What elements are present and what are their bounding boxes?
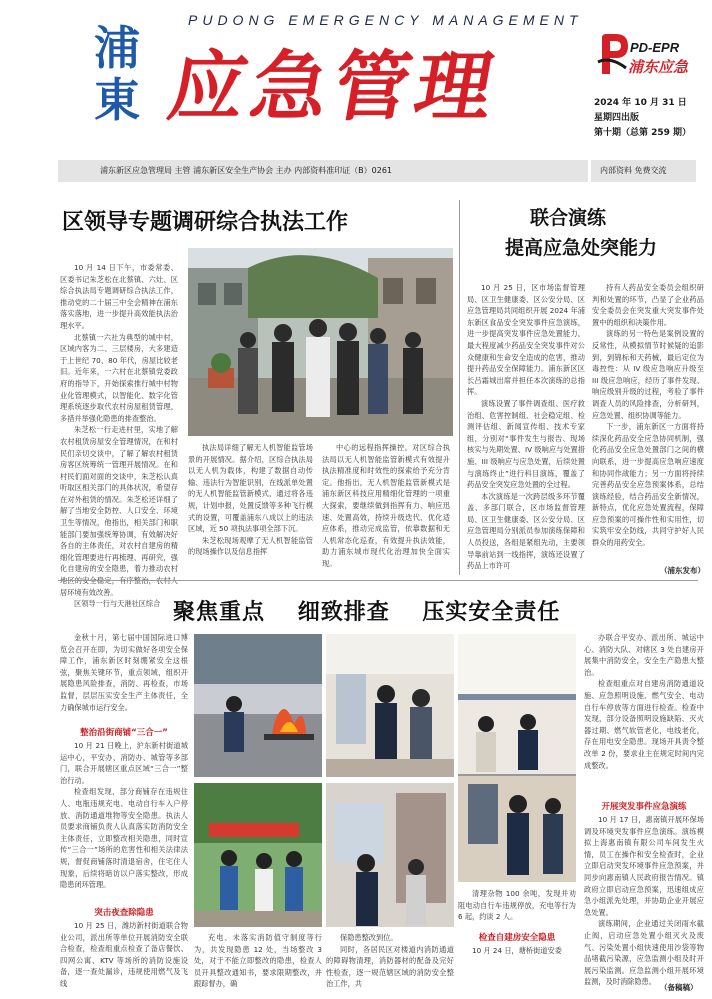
- paragraph: 持有人药品安全委员会组织研判和处置的环节，凸显了企业药品安全委员会在突发重大突发事件处置中的组织和决策作用。: [592, 283, 704, 327]
- safety-col1-b: [60, 740, 188, 910]
- safety-col4-a: [584, 632, 704, 800]
- inspection-photo-2: [194, 783, 322, 927]
- paragraph: 本次演练是一次跨层级多环节覆盖、多部门联合，区市场监督管理局、区卫生健康委、区公安分局、区应急管理局分别派员参加演练保障和人员投送，各组是紧组先动，主要领导靠前站到一线指挥，演练还设置了药品上市许可: [467, 491, 585, 571]
- safety-col1-c: [60, 920, 188, 992]
- paragraph: 检查组重点对自建房消防通道设施、应急照明设施、燃气安全、电动自行车停放等方面进行检查。检查中发现，部分设备照明设施缺陷、灭火器过期、燃气软管老化，电线老化，存在用电安全隐患。现场开具责令整改单 2 份，要求业主在规定时间内完成整改。: [584, 679, 704, 770]
- paragraph: 10 月 14 日下午，市委常委、区委书记朱芝松在北蔡镇、六灶、区综合执法局专题调研综合执法工作，推动党的二十届三中全会精神在浦东落实落地，进一步提升高效能执法治理水平。: [60, 263, 178, 330]
- safety-col4-b: [584, 814, 704, 987]
- subheading-emergency: 开展突发事件应急演练: [601, 802, 687, 812]
- drill-headline-line1: 联合演练: [530, 207, 607, 229]
- issue-weekday: 星期四出版: [594, 113, 640, 123]
- distribution-info: 内部资料 免费交流: [600, 166, 667, 175]
- pudong-char-1: 浦: [94, 21, 140, 75]
- main-article-col2: [188, 442, 313, 574]
- paragraph: 执法局详细了解无人机智能监管场景的开展情况。据介绍，区综合执法局以无人机为载体，构建了数据自动传输、违法行为智能识别，在线派单处置的无人机智能监管新模式，通过将各违规，计划申报，处置反馈等多种飞行模式的设置，可覆盖浦东八成以上的违法区域，近 50 项执法事项全部下沉。: [188, 443, 313, 534]
- masthead-pinyin: PUDONG EMERGENCY MANAGEMENT: [188, 12, 583, 28]
- issue-date: 2024 年 10 月 31 日: [594, 98, 687, 108]
- paragraph: 区领导一行与天港社区综合: [74, 599, 161, 609]
- paragraph: 10 月 25 日，区市场监督管理局、区卫生健康委、区公安分局、区应急管理局共同组织开展 2024 年浦东新区食品安全突发事件应急演练，进一步提高突发事件应急处置能力，最大程度减少药品安全突发事件对公众健康和生命安全造成的危害，推动提升药品安全保障能力。浦东新区区长吕霜城出席并担任本次演练的总指挥。: [467, 283, 585, 397]
- safety-col3b: [458, 888, 576, 932]
- safety-headline-part2: 细致排查: [297, 600, 390, 625]
- safety-headline-part3: 压实安全责任: [422, 600, 561, 625]
- safety-headline-part1: 聚焦重点: [173, 600, 266, 625]
- paragraph: 10 月 25 日，潍坊新村街道联合物业公司，派出所等单位开展消防安全联合检查，检查组重点检查了备店餐饮、四网公寓、KTV 等场所的消防设施设备，逐一查处漏诊，违规使用燃气及飞线: [60, 921, 188, 988]
- paragraph: 保隐患整改到位。: [340, 933, 398, 942]
- info-bar-separator: [588, 160, 591, 182]
- inspection-photo-4: [458, 634, 576, 882]
- paragraph: 同时，各居民区对楼道内消防通道的障碍物清理，消防器材的配备及完好性检查，逐一规范辖区域的消防安全整治工作，共: [326, 944, 454, 989]
- paragraph: 下一步，浦东新区一方面将持续深化药品安全应急协同机制，强化药品安全应急处置部门之间的横向联系，进一步提高应急响应速度和协同作战能力；另一方面将持续完善药品安全应急预案体系，总结演练经验，结合药品安全新情况，新特点，优化应急处置流程，保障应急预案的可操作性和实用性，切实筑牢安全防线，共同守护好人民群众的用药安全。: [592, 422, 704, 548]
- paragraph: 检查组发现，部分商铺存在违规住人、电瓶违规充电、电动自行车入户停放、消防通道堆物等安全隐患。执法人员要求商铺负责人认真落实防消防安全主体责任，立即整改相关隐患，同时宣传“三合一”场所的危害性和相关法律法规，督促商铺落时清退宿舍，住宅住人现象，后续将暗访以户落实整改，形成隐患闭环管理。: [60, 787, 188, 890]
- safety-source: （备稿稿）: [660, 983, 698, 992]
- pudong-char-2: 東: [94, 73, 140, 127]
- drill-source: （浦东发布）: [660, 566, 705, 575]
- section-divider: [58, 580, 698, 581]
- paragraph: 10 月 17 日，惠南镇开展环保场调及环境突发事件应急演练。演练模拟上海惠南镇有限公司车间发生火情，员工在操作和安全检查时，企业立即启动突发环境事件应急预案，并同步向惠南镇人民政府报告情况。镇政府立即启动应急预案，迅速组成应急小组派先处理，并协助企业开展应急处置。: [584, 815, 704, 917]
- masthead-title: 应急管理: [162, 42, 506, 131]
- logo-cn: 浦东应急: [628, 58, 689, 76]
- paragraph: 演练期间，企业通过关闭雨水截止阀，启动应急处置小组灭火及废气、污染处置小组快速使用沙袋等物品堵截污染源，应急监测小组及时开展污染监测。应急监测小组开展环境监测，及时消除隐患。: [584, 919, 704, 987]
- info-bar: [58, 160, 696, 182]
- paragraph: 金秋十月，第七届中国国际进口博览会召开在即，为切实做好各项安全保障工作，浦东新区时刻绷紧安全这根弦，聚焦关键环节，重点领域，组织开展隐患风险排查，消防、再检查，市场监督，层层压实安全生产主体责任，全力确保城市运行安全。: [60, 633, 188, 712]
- masthead-pudong: [92, 22, 142, 126]
- paragraph: 朱芝松一行走进村里，实地了解农村租赁房屋安全管理情况，在和村民们亲切交谈中，了解了解农村租赁房客区统筹统一管理开展情况。在和村民们面对面的交谈中，朱芝松认真听取区相关部门的具体状况，希望存在对外租赁的情况。朱芝松还详细了解了当地安全防控、人口安全、环境卫生等情况，他指出，相关部门和职能部门要加强统筹协调，有效解决好各自的主体责任，对农村自建房的精细化管理要进行再梳理、再研究，强化自建房的安全隐患，着力推动农村 居环境有效改善。: [60, 425, 178, 597]
- paragraph: 10 月 24 日，塘桥街道安委: [472, 946, 562, 955]
- paragraph: 中心的远程指挥操控。对区综合执法局以无人机智能监管新模式有效提升执法精准度和时效性的探索给予充分肯定。他指出，无人机智能监管新模式是浦东新区科技应用精细化管理的一项重大探索，要继续做到指挥有力、响应迅速、处置高效，持续升级迭代、优化适应体系，推动完成监管，依靠数据和无人机常态化巡查，有效提升执法效能，助力浦东城市现代化治理加快全面实现。: [322, 443, 450, 568]
- inspection-photo-3: [326, 783, 454, 927]
- main-article-col3: [322, 442, 450, 574]
- subheading-night: 突击夜查除隐患: [94, 908, 154, 918]
- paragraph: 充电、未落实消防值守制度等行为，共发现隐患 12 处，当场整改 3 处，对于不能立即整改的隐患，检查人员开具整改通知书，要求限期整改，并跟踪督办，确: [194, 933, 322, 989]
- paragraph: 朱芝松现场观摩了无人机智能监管的现场操作以及信息指挥: [188, 535, 313, 557]
- drill-article-col1: [467, 282, 585, 574]
- issue-info: [594, 96, 691, 141]
- paragraph: 演练的另一特色是案例设置的反常性，从模拟情节时候疑的追影到，到锦标和天药械，最后定位为毒控性：从 IV 级应急响应升级至 III 级应急响应，经历了事件发现、响应级别升级的过程，考验了事件调查人员的风险排查，分析研判，应急处置、组织协调等能力。: [592, 329, 704, 420]
- safety-col3: [326, 932, 454, 994]
- column-divider: [459, 200, 460, 575]
- fire-drill-photo: [194, 634, 322, 777]
- safety-col2: [194, 932, 322, 994]
- paragraph: 北蔡镇一六社为典型的城中村，区域内客为二、三层楼房，大多建造于上世纪 70、80 年代，房屋比较老旧。近年来，一六村在北蔡镇党委政府的指导下，开始探索推行城中村物业化管理模式，以智能化、数字化管理系统逐步取代农村房屋租赁管理，多措并举强化隐患的排查整治。: [60, 332, 178, 423]
- main-article-col1: [60, 262, 178, 609]
- publisher-info: 浦东新区应急管理局 主管 浦东新区安全生产协会 主办 内部资料准印证（B）0261: [100, 166, 393, 175]
- logo-en: PD-EPR: [630, 40, 680, 55]
- paragraph: 办联合平安办、派出所、城运中心、消防大队、对辖区 3 处自建房开展集中消防安全，安全生产隐患大整治。: [584, 633, 704, 677]
- issue-number: 第十期（总第 259 期）: [594, 128, 692, 138]
- paragraph: 10 月 21 日晚上，沪东新村街道城运中心，平安办、消防办、城管等多部门，联合开展辖区重点区域“三合一”整治行动。: [60, 741, 188, 785]
- drill-article-col2: [592, 282, 704, 568]
- main-photo: [188, 248, 453, 436]
- safety-headline: [173, 595, 584, 626]
- paragraph: 演练设置了事件调查组、医疗救治组、危害控制组、社会稳定组、检测评估组、新闻宣传组、技术专家组，分别对“事件发生与报告、现场核实与先期处置、IV 级响应与处置措施、III 级响应与应急处置，后续处置与演练终止”进行科目演练，覆盖了药品安全突发应急处置的全过程。: [467, 398, 585, 490]
- paragraph: 清理杂物 100 余吨，发现并劝阻电动自行车违规停放，充电等行为 6 起，约谈 2 人。: [458, 889, 576, 922]
- inspection-photo-1: [326, 634, 454, 777]
- safety-col1-a: [60, 632, 188, 727]
- main-headline: 区领导专题调研综合执法工作: [62, 210, 349, 235]
- subheading-shops: 整治沿街商铺“三合一”: [80, 728, 168, 738]
- drill-headline-line2: 提高应急处突能力: [505, 237, 658, 259]
- logo-mark-icon: [596, 32, 630, 78]
- subheading-selfbuilt: 检查自建房安全隐患: [478, 933, 556, 943]
- safety-col3c: [458, 945, 576, 993]
- logo: [596, 28, 696, 84]
